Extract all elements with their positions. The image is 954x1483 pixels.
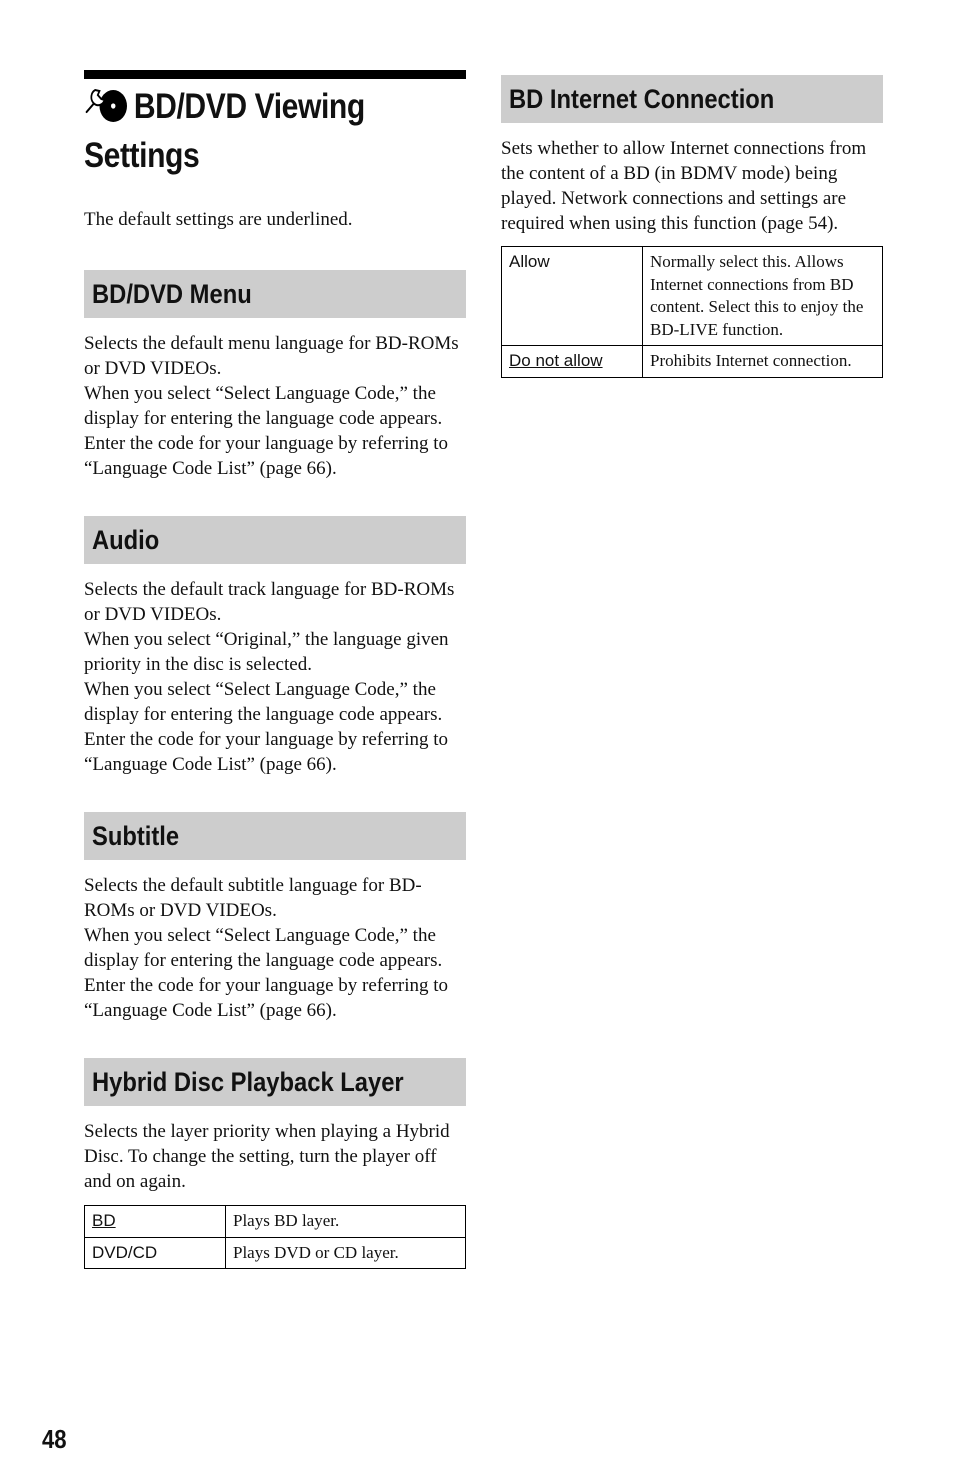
option-description: Plays DVD or CD layer.: [226, 1237, 466, 1269]
left-column: [84, 70, 466, 1269]
section-body-audio: [84, 577, 466, 777]
default-option-label: Do not allow: [509, 351, 603, 370]
section-body-subtitle: [84, 873, 466, 1023]
section-body-hybrid-disc: [84, 1119, 466, 1194]
setup-disc-icon: [84, 86, 129, 134]
paragraph: Selects the default subtitle language for BD-ROMs or DVD VIDEOs.: [84, 875, 422, 921]
option-name: [85, 1206, 226, 1238]
hybrid-disc-options-table: [84, 1205, 466, 1269]
table-row: [502, 346, 883, 378]
intro-text: The default settings are underlined.: [84, 209, 353, 230]
title-rule: [84, 70, 466, 79]
section-body-bd-internet: [501, 136, 883, 236]
paragraph: Selects the default menu language for BD-ROMs or DVD VIDEOs.: [84, 333, 459, 379]
page-title-text: BD/DVD Viewing Settings: [84, 87, 365, 175]
section-heading-subtitle: Subtitle: [84, 812, 466, 860]
paragraph: When you select “Select Language Code,” the display for entering the language code appears. Enter the code for your language by referring to “Language Code List” (page 66).: [84, 679, 449, 775]
table-row: [85, 1206, 466, 1238]
option-description: Plays BD layer.: [226, 1206, 466, 1238]
section-body-bd-dvd-menu: [84, 331, 466, 481]
option-description: Prohibits Internet connection.: [643, 346, 883, 378]
paragraph: Sets whether to allow Internet connections from the content of a BD (in BDMV mode) being played. Network connections and settings are required when using this function (page 54).: [501, 138, 867, 234]
paragraph: Selects the default track language for BD-ROMs or DVD VIDEOs.: [84, 579, 455, 625]
option-name: [502, 247, 643, 346]
option-name: [85, 1237, 226, 1269]
paragraph: When you select “Select Language Code,” the display for entering the language code appears. Enter the code for your language by referring to “Language Code List” (page 66).: [84, 383, 449, 479]
option-label: Allow: [509, 252, 550, 271]
option-name: [502, 346, 643, 378]
table-row: [85, 1237, 466, 1269]
paragraph: Selects the layer priority when playing a Hybrid Disc. To change the setting, turn the player off and on again.: [84, 1121, 450, 1192]
default-option-label: BD: [92, 1211, 116, 1230]
page-title: [84, 85, 465, 177]
section-heading-bd-internet: BD Internet Connection: [501, 75, 883, 123]
section-heading-hybrid-disc: Hybrid Disc Playback Layer: [84, 1058, 466, 1106]
paragraph: When you select “Original,” the language given priority in the disc is selected.: [84, 629, 449, 675]
table-row: [502, 247, 883, 346]
option-description: Normally select this. Allows Internet connections from BD content. Select this to enjoy the BD-LIVE function.: [643, 247, 883, 346]
paragraph: When you select “Select Language Code,” the display for entering the language code appears. Enter the code for your language by referring to “Language Code List” (page 66).: [84, 925, 449, 1021]
section-heading-bd-dvd-menu: BD/DVD Menu: [84, 270, 466, 318]
page-number: 48: [42, 1424, 67, 1454]
option-label: DVD/CD: [92, 1242, 158, 1262]
bd-internet-options-table: [501, 246, 883, 378]
right-column: [501, 75, 883, 378]
section-heading-audio: Audio: [84, 516, 466, 564]
